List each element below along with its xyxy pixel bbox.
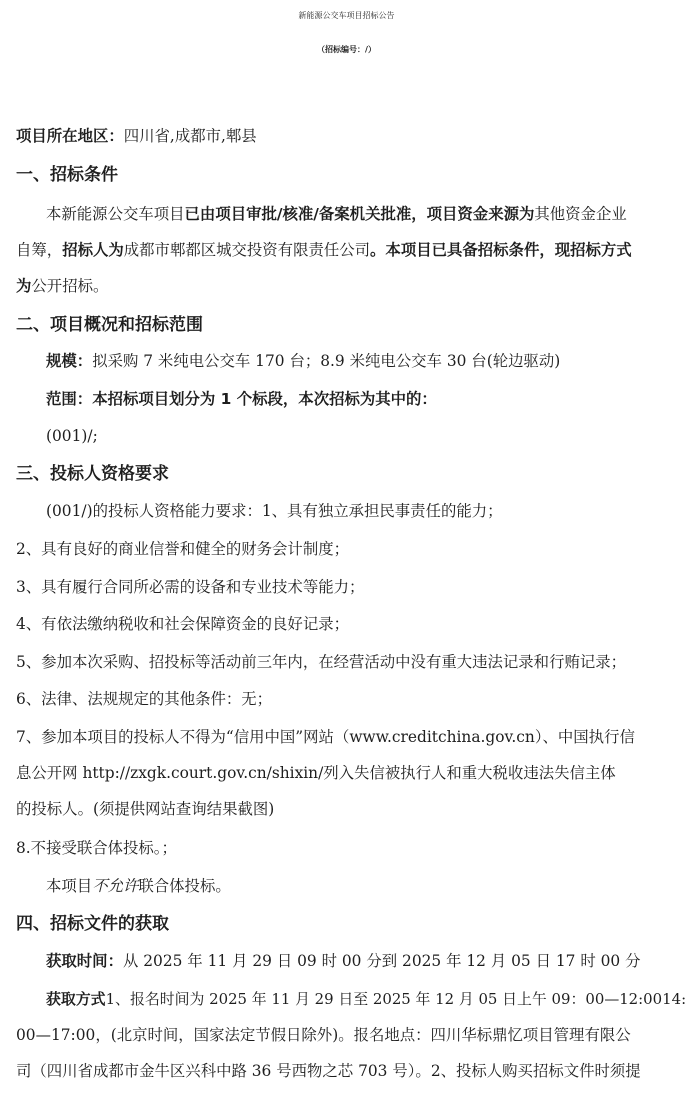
text-span: 。本项目已具备招标条件，现招标方式: [370, 241, 632, 259]
text-span: 已由项目审批/核准/备案机关批准，项目资金来源为: [184, 205, 535, 223]
section-heading-3: 三、投标人资格要求: [16, 464, 169, 484]
qualification-item: 6、法律、法规规定的其他条件：无；: [16, 690, 273, 708]
section1-paragraph-line-1: [46, 204, 627, 224]
scale-line: [46, 351, 560, 371]
qualification-item: 5、参加本次采购、招投标等活动前三年内，在经营活动中没有重大违法记录和行贿记录；: [16, 653, 627, 671]
text-span: 自筹，: [16, 241, 63, 259]
text-span: 成都市郫都区城交投资有限责任公司: [123, 241, 371, 259]
time-label: 获取时间：: [46, 952, 123, 970]
qualification-item: 8.不接受联合体投标。；: [16, 839, 177, 857]
scale-label: 规模：: [46, 352, 93, 370]
document-title: 新能源公交车项目招标公告: [298, 11, 395, 20]
scope-line: [46, 389, 437, 409]
acquisition-time-line: [46, 951, 641, 971]
location-label: 项目所在地区：: [16, 127, 124, 145]
qualification-item: (001/)的投标人资格能力要求：1、具有独立承担民事责任的能力；: [46, 502, 503, 520]
qualification-item: 4、有依法缴纳税收和社会保障资金的良好记录；: [16, 615, 349, 633]
text-span: 公开招标。: [31, 277, 109, 295]
text-span: 招标人为: [62, 241, 124, 259]
location-value: 四川省,成都市,郫县: [123, 127, 257, 145]
tender-number: （招标编号：/）: [317, 45, 376, 54]
text-span: 不允许: [92, 877, 139, 895]
qualification-item: 2、具有良好的商业信誉和健全的财务会计制度；: [16, 540, 349, 558]
time-value: 从 2025 年 11 月 29 日 09 时 00 分到 2025 年 12 月 05 日 17 时 00 分: [122, 952, 641, 970]
project-location: [16, 126, 257, 146]
qualification-item: 3、具有履行合同所必需的设备和专业技术等能力；: [16, 578, 365, 596]
method-label: 获取方式: [46, 990, 106, 1008]
qualification-item: 息公开网 http://zxgk.court.gov.cn/shixin/列入失信被执行人和重大税收违法失信主体: [16, 764, 616, 782]
lot-line: (001)/;: [46, 427, 98, 445]
acquisition-method-line-2: 00—17:00，(北京时间，国家法定节假日除外)。报名地点：四川华标鼎忆项目管理有限公: [16, 1026, 631, 1044]
scope-label: 范围：: [46, 390, 93, 408]
section1-paragraph-line-3: [16, 276, 108, 296]
section1-paragraph-line-2: [16, 240, 632, 260]
acquisition-method-line-3: 司（四川省成都市金牛区兴科中路 36 号西物之芯 703 号）。2、投标人购买招标文件时须提: [16, 1062, 641, 1080]
section-heading-1: 一、招标条件: [16, 165, 118, 185]
consortium-line: [46, 876, 231, 896]
text-span: 为: [16, 277, 32, 295]
text-span: 本项目: [46, 877, 93, 895]
text-span: 其他资金企业: [534, 205, 627, 223]
text-span: 联合体投标。: [138, 877, 231, 895]
acquisition-method-line-1: [46, 989, 686, 1009]
text-span: 本新能源公交车项目: [46, 205, 185, 223]
section-heading-2: 二、项目概况和招标范围: [16, 315, 203, 335]
qualification-item: 的投标人。(须提供网站查询结果截图): [16, 800, 275, 818]
section-heading-4: 四、招标文件的获取: [16, 914, 169, 934]
scale-value: 拟采购 7 米纯电公交车 170 台；8.9 米纯电公交车 30 台(轮边驱动): [92, 352, 561, 370]
scope-value: 本招标项目划分为 1 个标段，本次招标为其中的：: [92, 390, 437, 408]
text-span: 1、报名时间为 2025 年 11 月 29 日至 2025 年 12 月 05 日上午 09：00—12:0014:: [105, 990, 687, 1008]
qualification-item: 7、参加本项目的投标人不得为“信用中国”网站（www.creditchina.gov.cn）、中国执行信: [16, 728, 635, 746]
